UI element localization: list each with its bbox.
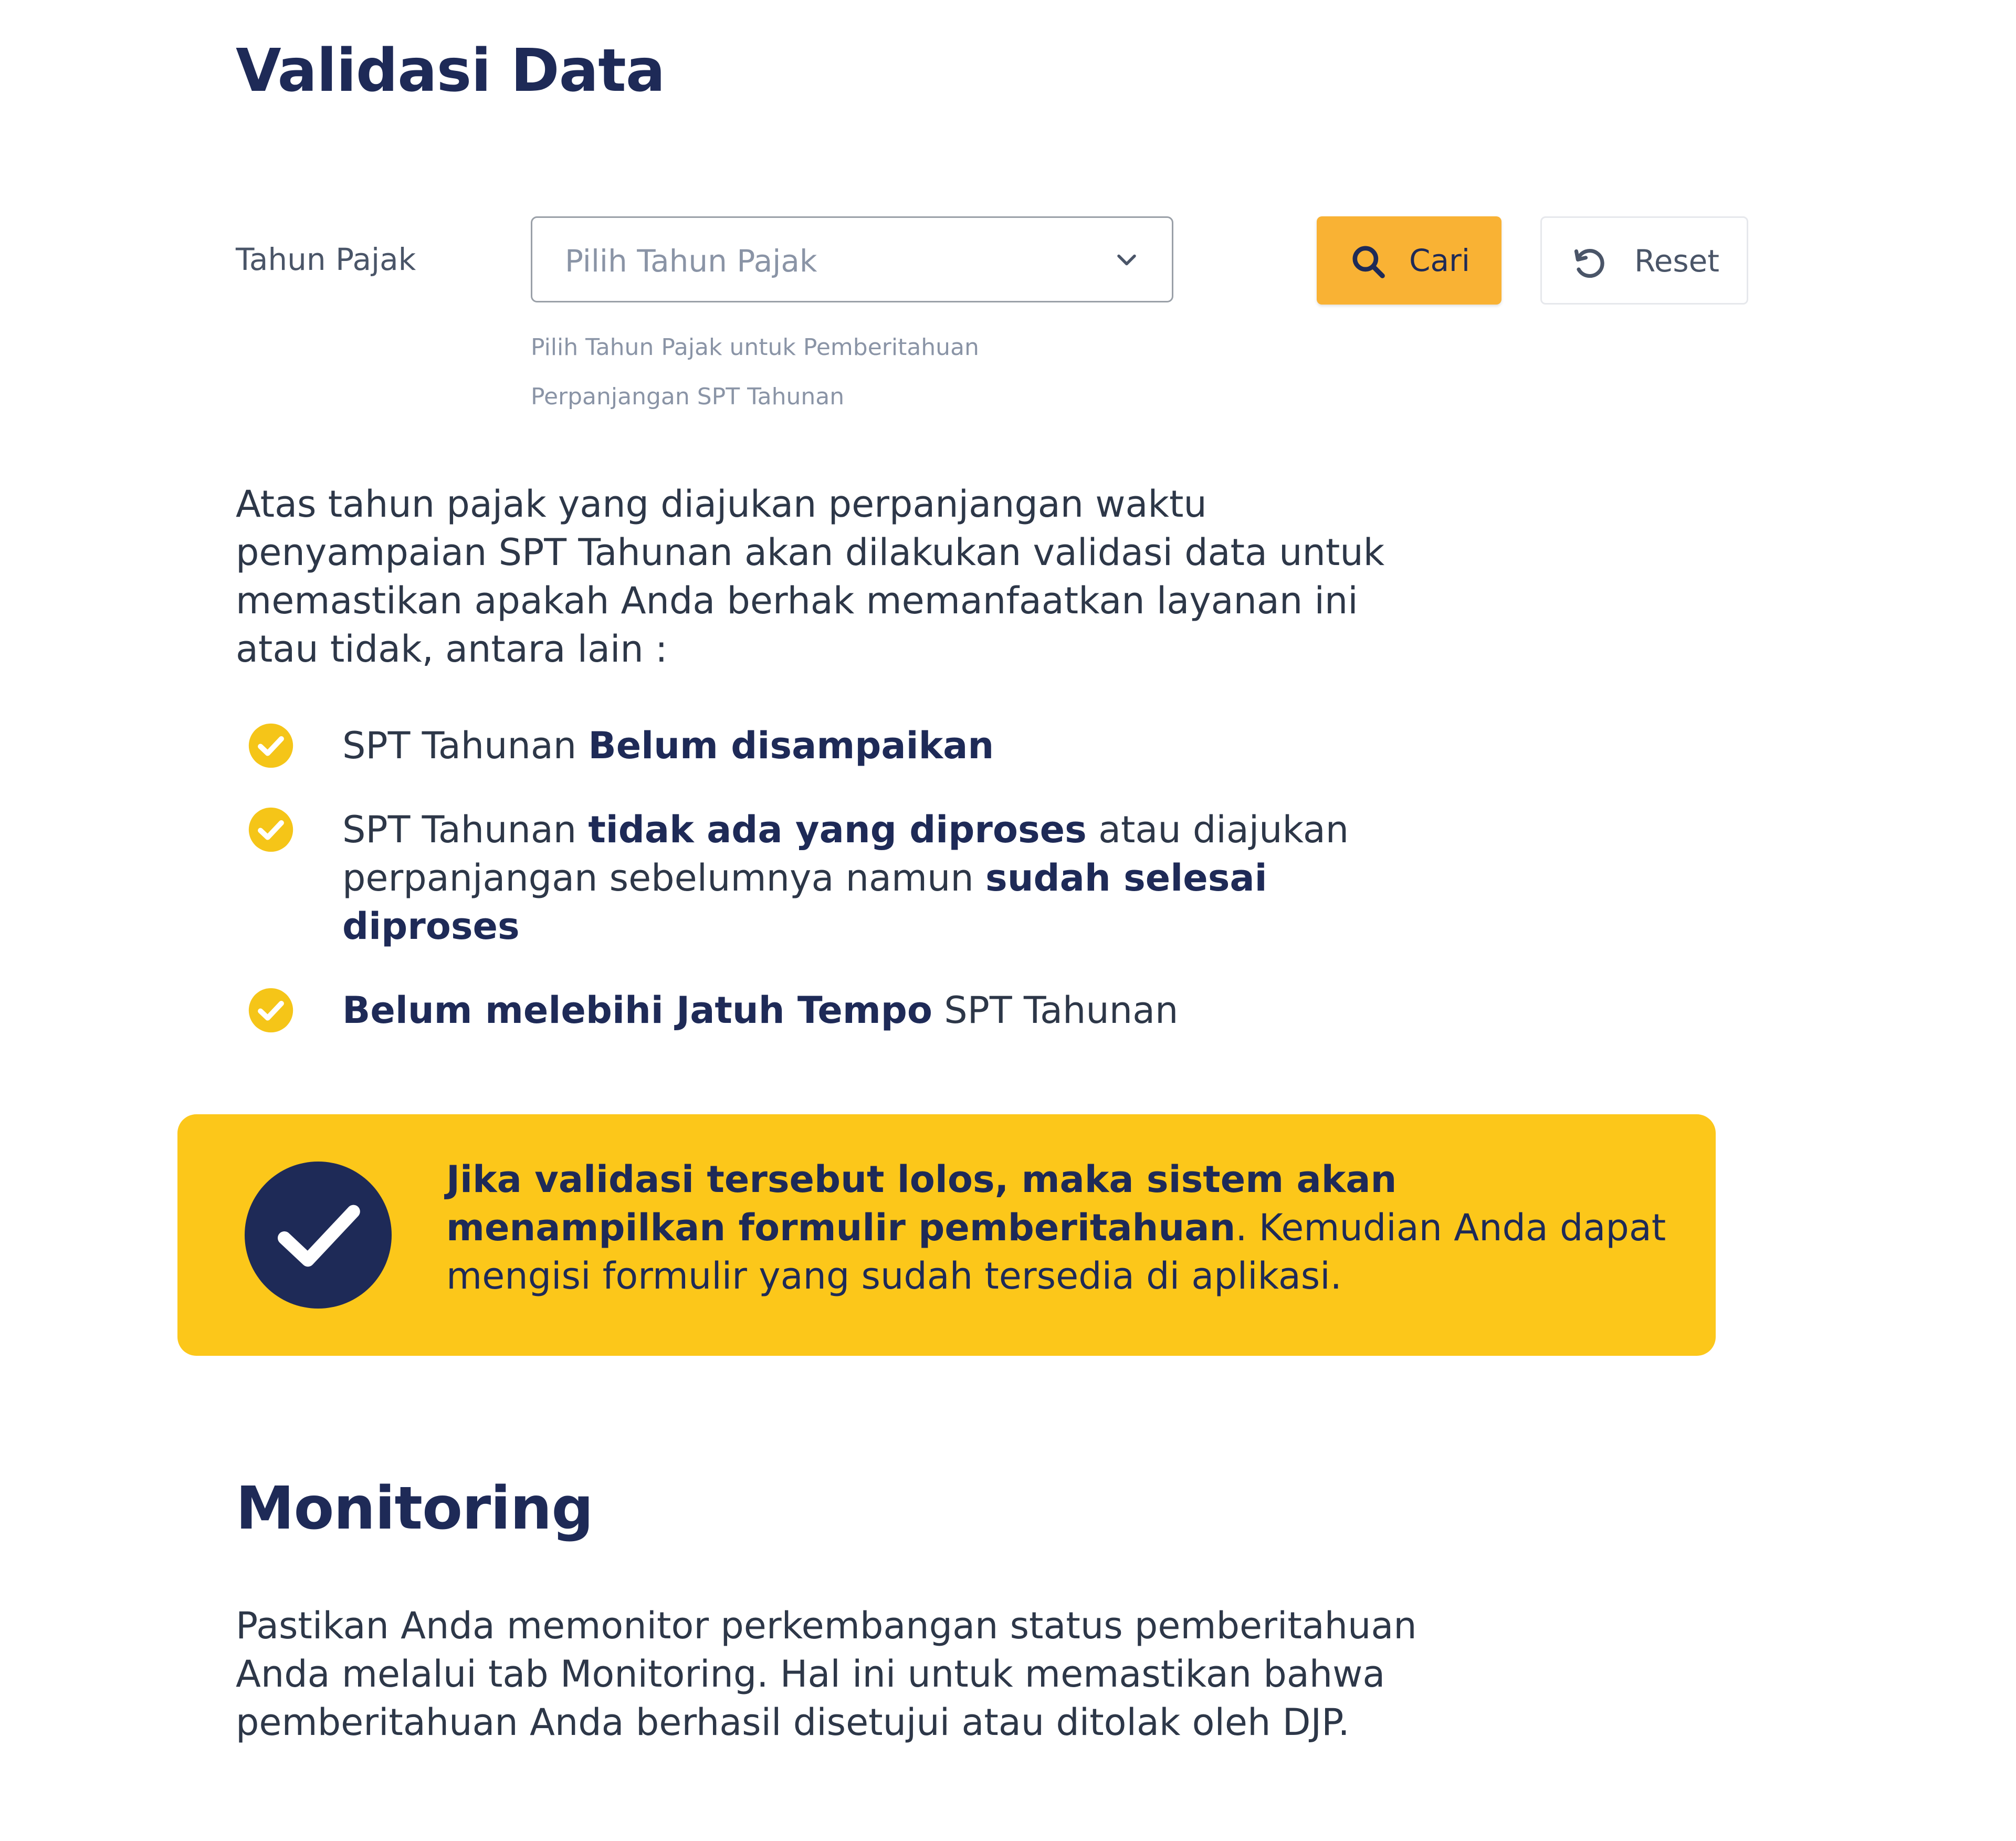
search-icon [1349,243,1388,281]
select-placeholder: Pilih Tahun Pajak [565,243,817,279]
callout-text [446,1155,1675,1300]
check-circle-icon [247,986,295,1034]
item-emphasis: tidak ada yang diproses [588,808,1087,851]
reset-icon [1569,244,1607,282]
monitoring-text: Pastikan Anda memonitor perkembangan status pemberitahuan Anda melalui tab Monitoring. Hal ini untuk memastikan bahwa pemberitahuan Anda berhasil disetujui atau ditolak oleh DJP. [236,1604,1417,1744]
item-emphasis: Belum disampaikan [588,724,994,767]
item-text: SPT Tahunan [342,808,589,851]
validation-intro: Atas tahun pajak yang diajukan perpanjangan waktu penyampaian SPT Tahunan akan dilakukan validasi data untuk memastikan apakah Anda berhak memanfaatkan layanan ini atau tidak, antara lain : [236,483,1385,671]
item-emphasis: Belum melebihi Jatuh Tempo [342,989,932,1032]
tahun-pajak-label: Tahun Pajak [236,242,416,277]
reset-button[interactable] [1540,216,1748,305]
tahun-pajak-select[interactable] [531,216,1173,302]
callout-emphasis: Jika validasi tersebut lolos, maka sistem akan menampilkan formulir pemberitahuan [446,1158,1397,1249]
item-text-continued: atau diajukan perpanjangan sebelumnya namun [342,808,1349,899]
page-title: Validasi Data [236,37,665,105]
callout-rest: . Kemudian Anda dapat mengisi formulir yang sudah tersedia di aplikasi. [446,1206,1666,1298]
helper-line-1: Pilih Tahun Pajak untuk Pemberitahuan [531,334,979,361]
cari-label: Cari [1409,243,1470,278]
check-circle-icon [247,721,295,770]
select-helper-text [531,323,979,422]
check-circle-icon [247,806,295,854]
list-item [247,806,1454,950]
cari-button[interactable] [1317,216,1502,305]
helper-line-2: Perpanjangan SPT Tahunan [531,383,845,410]
list-item [247,986,1454,1034]
chevron-down-icon [1111,244,1142,276]
item-text: SPT Tahunan [342,724,589,767]
list-item [247,721,1454,770]
validation-checklist [247,721,1454,1070]
monitoring-title: Monitoring [236,1474,593,1543]
item-emphasis-2: sudah selesai diproses [342,856,1267,948]
check-circle-icon [245,1162,392,1309]
reset-label: Reset [1634,243,1720,279]
item-text-continued: SPT Tahunan [932,989,1179,1032]
validation-success-callout [177,1114,1716,1356]
